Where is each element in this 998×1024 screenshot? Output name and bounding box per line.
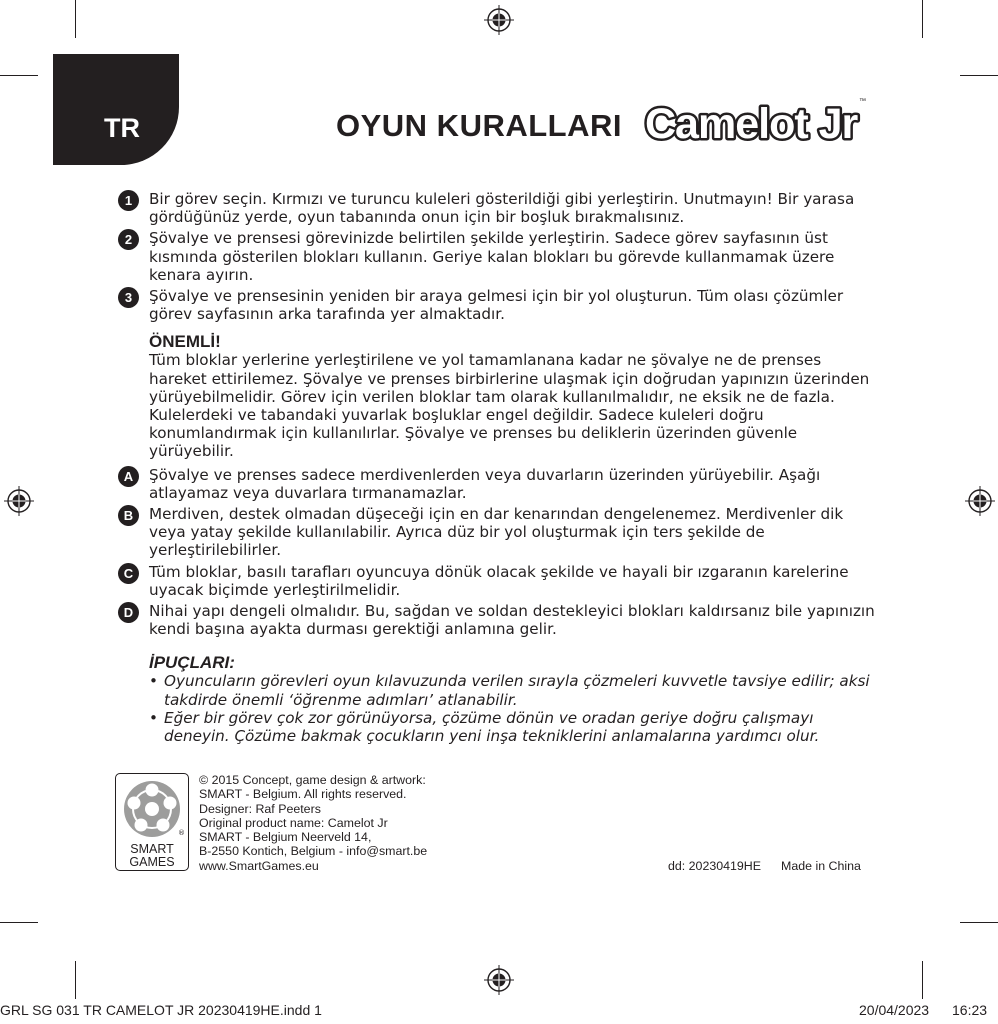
- step-text: Şövalye ve prensesi görevinizde belirtilen şekilde yerleştirin. Sadece görev sayfasının üst kısmında gösterilen blokları kullanın. Geriye kalan blokları bu görevde kullanmamak üzere kenara ayırın.: [149, 229, 835, 284]
- credit-line: www.SmartGames.eu: [199, 858, 319, 873]
- smart-games-logo: [115, 773, 189, 871]
- step-badge: 3: [118, 287, 139, 308]
- tip-item: • Oyuncuların görevleri oyun kılavuzunda verilen sırayla çözmeleri kuvvetle tavsiye edilir; aksi takdirde önemli ‘öğrenme adımları’ atlanabilir.: [149, 672, 878, 708]
- slug-filename: GRL SG 031 TR CAMELOT JR 20230419HE.indd 1: [0, 1002, 322, 1018]
- crop-mark: [960, 922, 998, 923]
- step-item: [118, 287, 878, 323]
- rule-text: Merdiven, destek olmadan düşeceği için en dar kenarından dengelenemez. Merdivenler dik veya yatay şekilde kullanılabilir. Ayrıca düz bir yol oluşturmak için ters şekilde de yerleştirilebilirler.: [149, 505, 844, 560]
- rule-badge: D: [118, 602, 139, 623]
- credit-line: SMART - Belgium. All rights reserved.: [199, 787, 407, 802]
- crop-mark: [922, 961, 923, 999]
- credit-line: B-2550 Kontich, Belgium - info@smart.be: [199, 844, 428, 859]
- credit-line: Designer: Raf Peeters: [199, 801, 321, 816]
- credit-line: Original product name: Camelot Jr: [199, 815, 388, 830]
- rule-badge: B: [118, 505, 139, 526]
- rule-text: Tüm bloklar, basılı tarafları oyuncuya dönük olacak şekilde ve hayali bir ızgaranın karelerine uyacak biçimde yerleştirilmelidir.: [149, 562, 849, 599]
- camelot-jr-logo: [641, 93, 873, 149]
- credit-line: © 2015 Concept, game design & artwork:: [199, 773, 426, 787]
- step-text: Bir görev seçin. Kırmızı ve turuncu kuleleri gösterildiği gibi yerleştirin. Unutmayın! Bir yarasa gördüğünüz yerde, oyun tabanında onun için bir boşluk bırakmalısınız.: [149, 190, 855, 227]
- step-text: Şövalye ve prensesinin yeniden bir araya gelmesi için bir yol oluşturun. Tüm olası çözümler görev sayfasının arka tarafında yer almaktadır.: [149, 287, 844, 324]
- crop-mark: [0, 75, 38, 76]
- document-code: dd: 20230419HE: [668, 859, 762, 873]
- credits: [199, 773, 427, 873]
- important-heading: ÖNEMLİ!: [149, 332, 221, 352]
- slug-time: 16:23: [952, 1002, 988, 1018]
- crop-mark: [960, 75, 998, 76]
- step-item: [118, 190, 878, 226]
- slug-date: 20/04/2023: [859, 1002, 930, 1018]
- logo-trademark: ™: [859, 98, 866, 105]
- registration-mark-icon: [484, 5, 514, 35]
- rule-text: Nihai yapı dengeli olmalıdır. Bu, sağdan ve soldan destekleyici blokları kaldırsanız bile yapınızın kendi başına ayakta durması gerektiği anlamına gelir.: [149, 602, 875, 639]
- rule-item: [118, 563, 878, 599]
- tip-item: • Eğer bir görev çok zor görünüyorsa, çözüme dönün ve oradan geriye doğru çalışmayı deneyin. Çözüme bakmak çocukların yeni inşa tekniklerini anlamalarına yardımcı olur.: [149, 709, 878, 745]
- crop-mark: [75, 961, 76, 999]
- rule-item: [118, 466, 878, 502]
- print-code: [668, 859, 861, 873]
- language-tab: [53, 54, 179, 165]
- tips-heading: İPUÇLARI:: [149, 653, 235, 673]
- rule-item: [118, 602, 878, 638]
- language-code: TR: [104, 113, 140, 143]
- brand-line: GAMES: [129, 855, 175, 869]
- step-badge: 1: [118, 190, 139, 211]
- smart-games-emblem-icon: [123, 780, 181, 838]
- rule-badge: C: [118, 563, 139, 584]
- important-text: Tüm bloklar yerlerine yerleştirilene ve yol tamamlanana kadar ne şövalye ne de prenses hareket ettirilemez. Şövalye ve prenses birbirlerine ulaşmak için doğrudan yapınızın üzerinden yürüyebilmelidir. Görev için verilen bloklar tam olarak kullanılmalıdır, ne eksik ne de fazla. Kulelerdeki ve tabandaki yuvarlak boşluklar engel değildir. Sadece kuleleri doğru konumlandırmak için kullanılırlar. Şövalye ve prenses bu deliklerin üzerinden güvenle yürüyebilir.: [149, 351, 870, 461]
- tips-list: [149, 672, 878, 745]
- step-badge: 2: [118, 229, 139, 250]
- registration-mark-icon: [484, 965, 514, 995]
- rule-text: Şövalye ve prenses sadece merdivenlerden veya duvarların üzerinden yürüyebilir. Aşağı atlayamaz veya duvarlara tırmanamazlar.: [149, 465, 821, 502]
- rules-content: [118, 190, 878, 745]
- step-item: [118, 229, 878, 284]
- crop-mark: [75, 0, 76, 38]
- rule-badge: A: [118, 466, 139, 487]
- rule-item: [118, 505, 878, 560]
- page-title: OYUN KURALLARI: [336, 108, 622, 143]
- registration-mark-icon: [965, 486, 995, 516]
- crop-mark: [922, 0, 923, 38]
- logo-text: Camelot Jr: [645, 100, 858, 148]
- made-in: Made in China: [781, 859, 861, 873]
- registered-mark: ®: [178, 829, 185, 837]
- registration-mark-icon: [4, 486, 34, 516]
- brand-line: SMART: [130, 842, 174, 856]
- tips-section: [118, 653, 878, 745]
- important-section: [118, 332, 878, 460]
- credit-line: SMART - Belgium Neerveld 14,: [199, 830, 372, 845]
- crop-mark: [0, 922, 38, 923]
